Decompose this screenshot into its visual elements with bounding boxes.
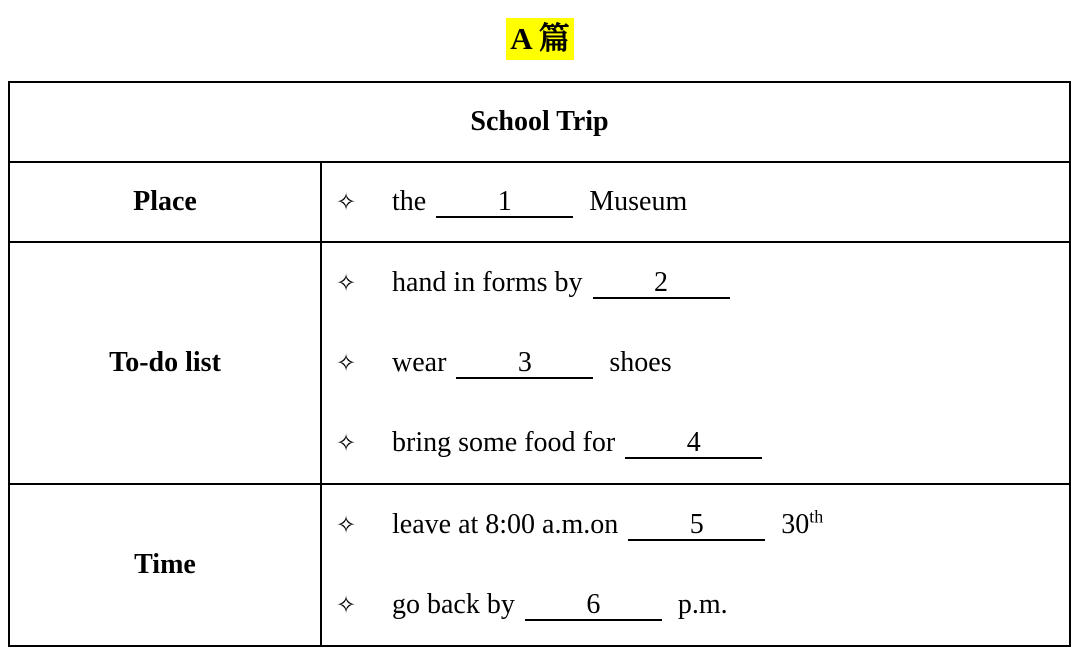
section-heading-highlight	[506, 18, 573, 60]
item-text-before: the	[392, 186, 427, 217]
list-item	[322, 565, 1069, 645]
four-point-star-icon: ✧	[336, 591, 357, 619]
item-text-after: Museum	[589, 186, 688, 217]
answer-blank-4[interactable]: 4	[625, 429, 762, 459]
four-point-star-icon: ✧	[336, 188, 357, 216]
list-item	[322, 485, 1069, 565]
list-item	[322, 163, 1069, 241]
list-item	[322, 243, 1069, 323]
ordinal-suffix: th	[809, 506, 824, 527]
table-row	[9, 242, 1070, 484]
list-item	[322, 323, 1069, 403]
four-point-star-icon: ✧	[336, 269, 357, 297]
answer-blank-5[interactable]: 5	[628, 511, 765, 541]
table-row	[9, 484, 1070, 646]
answer-blank-1[interactable]: 1	[436, 188, 573, 218]
row-content-todo-list	[321, 242, 1070, 484]
answer-blank-2[interactable]: 2	[593, 269, 730, 299]
four-point-star-icon: ✧	[336, 349, 357, 377]
section-heading-letter: A	[510, 21, 531, 56]
school-trip-table	[8, 81, 1071, 647]
four-point-star-icon: ✧	[336, 429, 357, 457]
row-content-time	[321, 484, 1070, 646]
four-point-star-icon: ✧	[336, 511, 357, 539]
row-label-todo-list: To-do list	[9, 242, 321, 484]
item-text-before: go back by	[392, 589, 515, 620]
list-item	[322, 403, 1069, 483]
row-label-time: Time	[9, 484, 321, 646]
table-row	[9, 162, 1070, 242]
table-title: School Trip	[9, 82, 1070, 162]
section-heading	[0, 18, 1080, 60]
section-heading-character: 篇	[538, 21, 570, 57]
item-text-after: shoes	[609, 347, 672, 378]
row-content-place	[321, 162, 1070, 242]
item-text-after: p.m.	[677, 589, 728, 620]
row-label-place: Place	[9, 162, 321, 242]
item-text-after	[781, 506, 824, 540]
answer-blank-3[interactable]: 3	[456, 349, 593, 379]
item-text-before: wear	[392, 347, 447, 378]
item-text-before: hand in forms by	[392, 267, 583, 298]
item-text-before: leave at 8:00 a.m.on	[392, 509, 619, 540]
answer-blank-6[interactable]: 6	[525, 591, 662, 621]
day-number: 30	[781, 509, 810, 540]
item-text-before: bring some food for	[392, 427, 616, 458]
